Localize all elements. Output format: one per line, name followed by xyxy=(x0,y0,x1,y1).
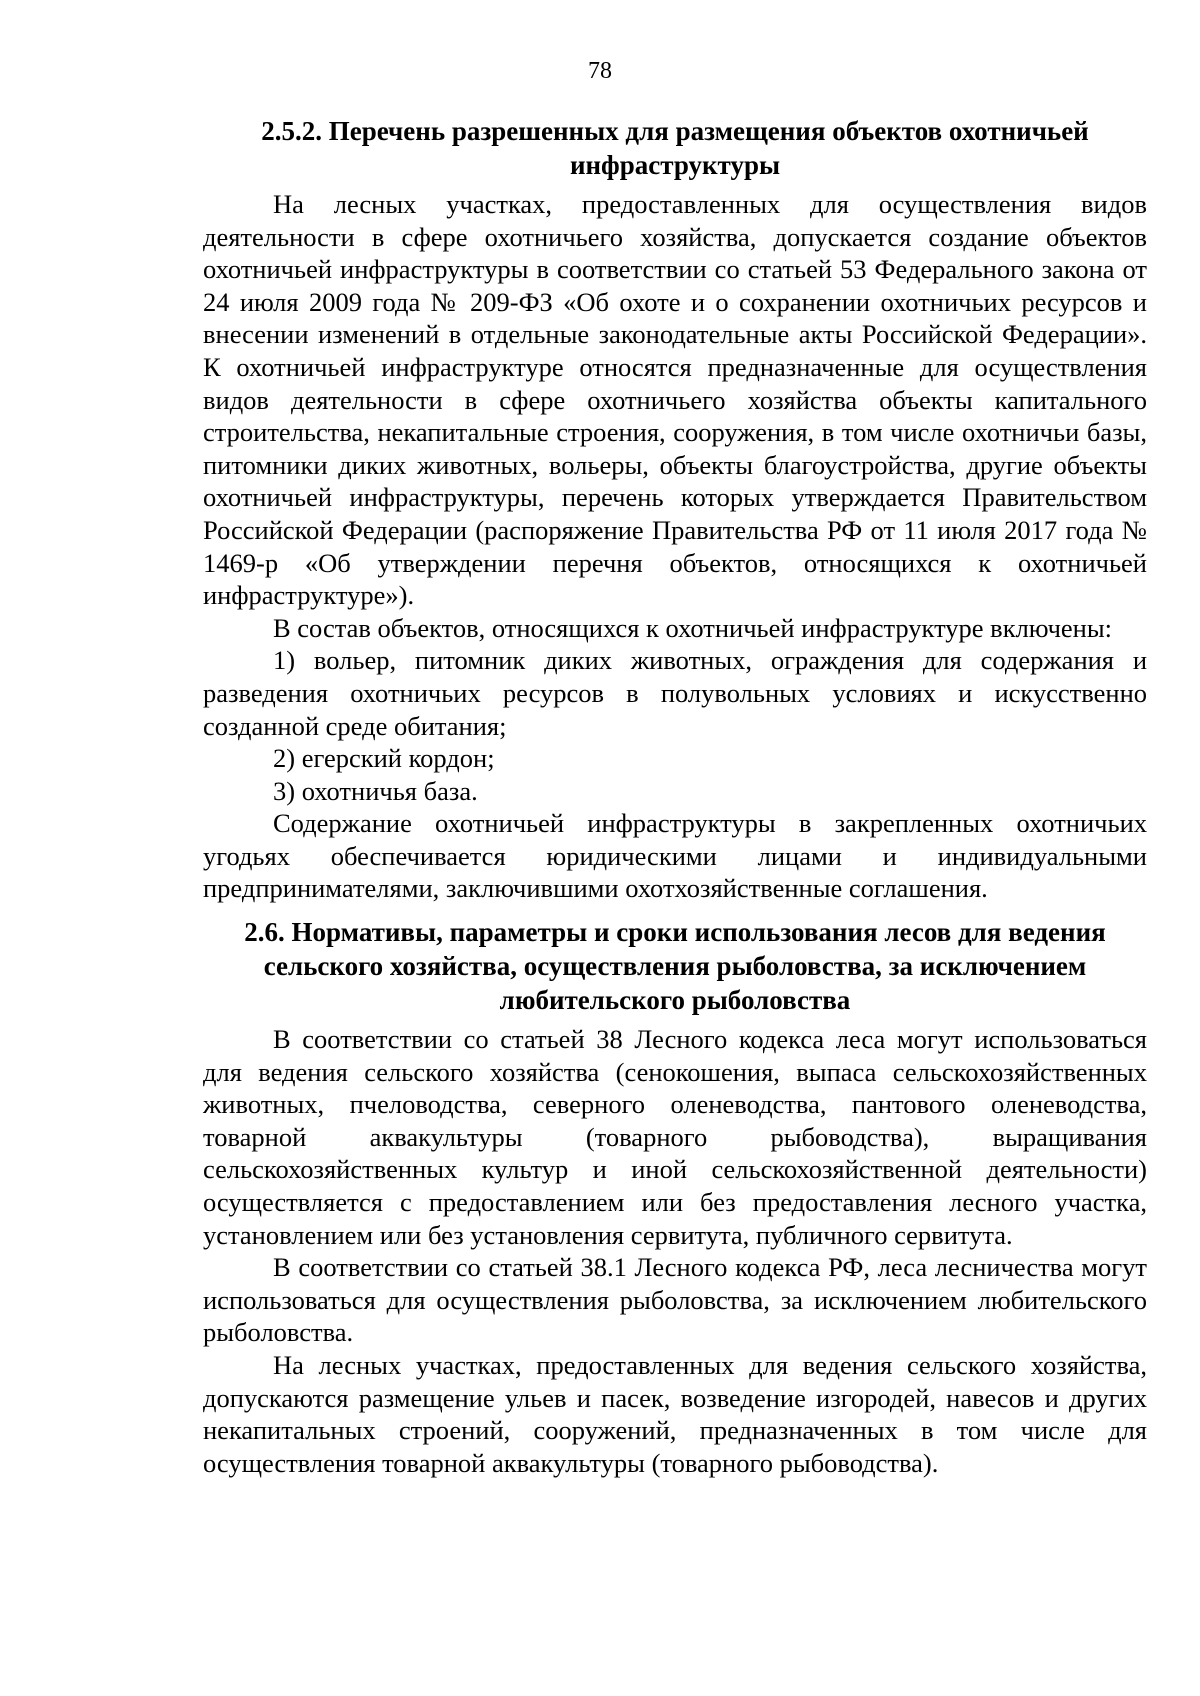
document-content xyxy=(203,114,1147,1479)
section-heading-2-5-2: 2.5.2. Перечень разрешенных для размещения объектов охотничьей инфраструктуры xyxy=(261,116,1089,180)
section-2-5-2 xyxy=(203,114,1147,905)
section-heading-2-6: 2.6. Нормативы, параметры и сроки использования лесов для ведения сельского хозяйства, осуществления рыболовства, за исключением любительского рыболовства xyxy=(244,917,1106,1016)
paragraph-composition-intro: В состав объектов, относящихся к охотничьей инфраструктуре включены: xyxy=(273,612,1113,643)
list-item-3: 3) охотничья база. xyxy=(273,775,478,806)
paragraph-maintenance: Содержание охотничьей инфраструктуры в закрепленных охотничьих угодьях обеспечивается юридическими лицами и индивидуальными предпринимателями, заключившими охотхозяйственные соглашения. xyxy=(203,808,1147,904)
section-2-6 xyxy=(203,915,1147,1479)
list-item-1: 1) вольер, питомник диких животных, ограждения для содержания и разведения охотничьих ресурсов в полувольных условиях и искусственно созданной среде обитания; xyxy=(203,645,1147,741)
paragraph-hunting-infrastructure: На лесных участках, предоставленных для осуществления видов деятельности в сфере охотничьего хозяйства, допускается создание объектов охотничьей инфраструктуры в соответствии со статьей 53 Федерального закона от 24 июля 2009 года № 209-ФЗ «Об охоте и о сохранении охотничьих ресурсов и внесении изменений в отдельные законодательные акты Российской Федерации». К охотничьей инфраструктуре относятся предназначенные для осуществления видов деятельности в сфере охотничьего хозяйства объекты капитального строительства, некапитальные строения, сооружения, в том числе охотничьи базы, питомники диких животных, вольеры, объекты благоустройства, другие объекты охотничьей инфраструктуры, перечень которых утверждается Правительством Российской Федерации (распоряжение Правительства РФ от 11 июля 2017 года № 1469-р «Об утверждении перечня объектов, относящихся к охотничьей инфраструктуре»). xyxy=(203,189,1147,611)
list-item-2: 2) егерский кордон; xyxy=(273,743,495,774)
paragraph-agricultural-plots: На лесных участках, предоставленных для ведения сельского хозяйства, допускаются размещение ульев и пасек, возведение изгородей, навесов и других некапитальных строений, сооружений, предназначенных в том числе для осуществления товарной аквакультуры (товарного рыбоводства). xyxy=(203,1350,1147,1478)
paragraph-article-38-1: В соответствии со статьей 38.1 Лесного кодекса РФ, леса лесничества могут использоваться для осуществления рыболовства, за исключением любительского рыболовства. xyxy=(203,1252,1147,1348)
page-number: 78 xyxy=(588,58,612,84)
paragraph-article-38: В соответствии со статьей 38 Лесного кодекса леса могут использоваться для ведения сельского хозяйства (сенокошения, выпаса сельскохозяйственных животных, пчеловодства, северного оленеводства, пантового оленеводства, товарной аквакультуры (товарного рыбоводства), выращивания сельскохозяйственных культур и иной сельскохозяйственной деятельности) осуществляется с предоставлением или без предоставления лесного участка, установлением или без установления сервитута, публичного сервитута. xyxy=(203,1024,1147,1250)
